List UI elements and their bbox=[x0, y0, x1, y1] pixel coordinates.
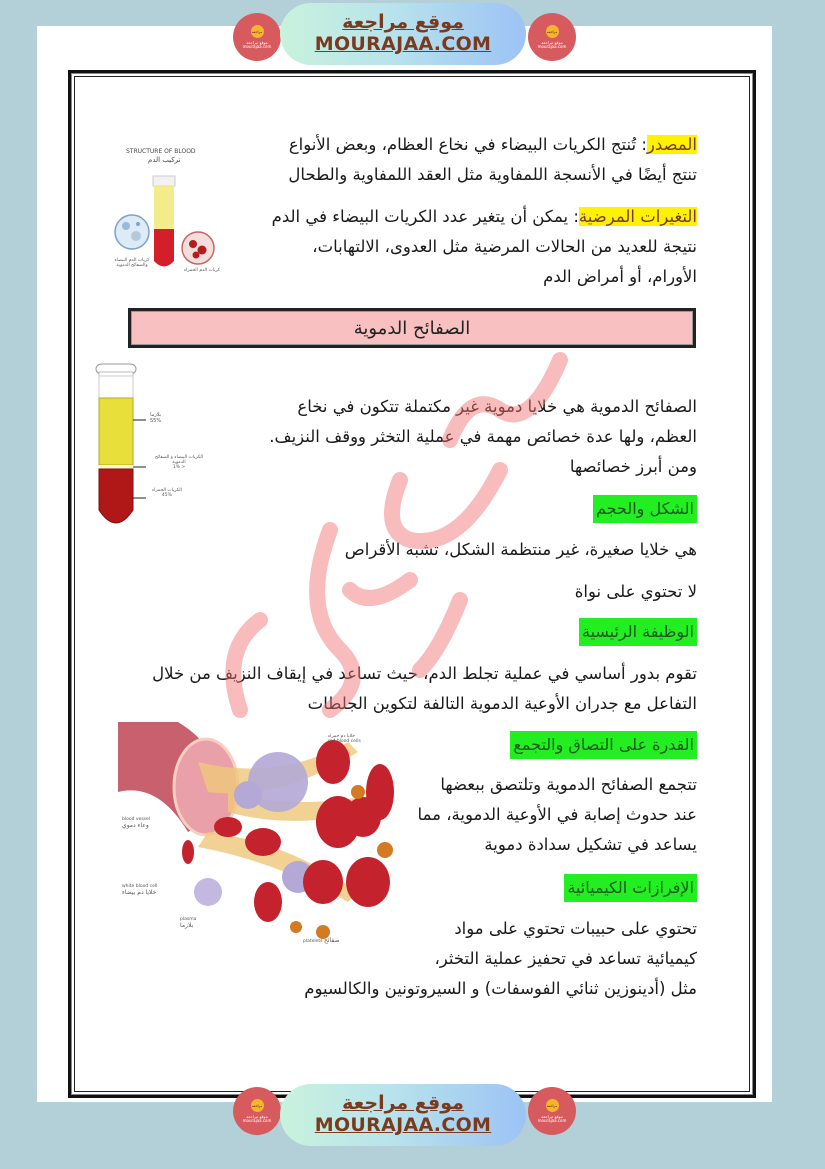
pathology-label: التغيرات المرضية bbox=[578, 207, 697, 226]
plasma-label bbox=[150, 412, 161, 424]
image-title-ar: تركيب الدم bbox=[148, 156, 181, 164]
plasma-caption bbox=[180, 917, 196, 929]
caption-en: red blood cells bbox=[328, 739, 361, 744]
caption-en: blood vessel bbox=[122, 817, 151, 822]
buffy-coat-label bbox=[150, 455, 208, 470]
logo-text: مراجعة bbox=[251, 29, 263, 34]
pathology-line-2: نتيجة للعديد من الحالات المرضية مثل العدوى، الالتهابات، bbox=[312, 237, 697, 256]
banner-domain-link[interactable]: MOURAJAA.COM bbox=[314, 33, 492, 55]
function-line: تقوم بدور أساسي في عملية تجلط الدم، حيث تساعد في إيقاف النزيف من خلال bbox=[152, 664, 697, 683]
adhesion-line: تتجمع الصفائح الدموية وتلتصق ببعضها bbox=[440, 775, 697, 794]
site-badge-left-top[interactable] bbox=[233, 13, 281, 61]
section-title-platelets: الصفائح الدموية bbox=[128, 308, 696, 348]
secretions-text bbox=[304, 914, 697, 1004]
caption-ar: خلايا دم حمراء bbox=[328, 734, 355, 739]
function-line: التفاعل مع جدران الأوعية الدموية التالفة لتكوين الجلطات bbox=[307, 694, 697, 713]
site-badge-left-bottom[interactable] bbox=[233, 1087, 281, 1135]
site-badge-right-bottom[interactable] bbox=[528, 1087, 576, 1135]
left-caption: كريات الدم البيضاء والصفائح الدموية bbox=[114, 258, 150, 268]
logo-icon bbox=[251, 1099, 264, 1112]
main-function-text bbox=[152, 659, 697, 719]
secretions-line: تحتوي على حبيبات تحتوي على مواد bbox=[454, 919, 697, 938]
platelets-intro bbox=[269, 392, 697, 482]
wbc-caption bbox=[122, 884, 157, 896]
rbc-caption bbox=[328, 734, 361, 744]
caption-ar: خلايا دم بيضاء bbox=[122, 889, 157, 896]
source-text: : تُنتج الكريات البيضاء في نخاع العظام، وبعض الأنواع bbox=[288, 135, 647, 154]
intro-line: الصفائح الدموية هي خلايا دموية غير مكتملة تتكون في نخاع bbox=[297, 397, 697, 416]
label-name: الكريات البيضاء و الصفائح الدموية bbox=[155, 455, 203, 465]
heading-chemical-secretions: الإفرازات الكيميائية bbox=[564, 874, 697, 902]
logo-icon bbox=[546, 25, 559, 38]
no-nucleus-text: لا تحتوي على نواة bbox=[574, 582, 697, 601]
pathology-paragraph bbox=[272, 202, 697, 292]
site-badge-right-top[interactable] bbox=[528, 13, 576, 61]
test-tube-diagram bbox=[90, 360, 210, 530]
banner-arabic-title[interactable]: موقع مراجعة bbox=[342, 11, 464, 34]
structure-of-blood-image bbox=[108, 140, 228, 285]
badge-text: موقع مراجعة mourajaa.com bbox=[537, 40, 567, 49]
logo-text: مراجعة bbox=[251, 1103, 263, 1108]
label-value: 55% bbox=[150, 418, 162, 424]
banner-domain-link[interactable]: MOURAJAA.COM bbox=[314, 1114, 492, 1136]
shape-size-text: هي خلايا صغيرة، غير منتظمة الشكل، تشبه الأقراص bbox=[344, 540, 697, 559]
adhesion-text bbox=[418, 770, 697, 860]
pathology-line-3: الأورام، أو أمراض الدم bbox=[543, 267, 697, 286]
site-banner-bottom[interactable] bbox=[280, 1084, 526, 1146]
image-title-en: STRUCTURE OF BLOOD bbox=[126, 148, 196, 155]
logo-text: مراجعة bbox=[546, 29, 558, 34]
label-value: < 1% bbox=[172, 465, 186, 470]
heading-main-function: الوظيفة الرئيسية bbox=[579, 618, 697, 646]
caption-en: white blood cell bbox=[122, 884, 158, 889]
label-name: الكريات الحمراء bbox=[152, 488, 182, 493]
badge-text: موقع مراجعة mourajaa.com bbox=[242, 40, 272, 49]
right-caption: كريات الدم الحمراء bbox=[183, 268, 221, 273]
intro-line: العظم، ولها عدة خصائص مهمة في عملية التخثر ووقف النزيف. bbox=[269, 427, 697, 446]
label-value: 45% bbox=[161, 493, 172, 498]
secretions-line: كيميائية تساعد في تحفيز عملية التخثر، bbox=[434, 949, 697, 968]
site-banner-top[interactable] bbox=[280, 3, 526, 65]
adhesion-line: يساعد في تشكيل سدادة دموية bbox=[484, 835, 697, 854]
caption-ar: صفائح bbox=[323, 937, 340, 944]
secretions-line: مثل (أدينوزين ثنائي الفوسفات) و السيروتونين والكالسيوم bbox=[304, 979, 697, 998]
pathology-line-1 bbox=[272, 202, 697, 232]
heading-adhesion-aggregation: القدرة على التصاق والتجمع bbox=[510, 731, 697, 759]
badge-text: موقع مراجعة mourajaa.com bbox=[242, 1114, 272, 1123]
banner-arabic-title[interactable]: موقع مراجعة bbox=[342, 1092, 464, 1115]
test-tube-illustration bbox=[90, 360, 210, 530]
logo-text: مراجعة bbox=[546, 1103, 558, 1108]
rbc-label bbox=[152, 488, 182, 498]
logo-icon bbox=[546, 1099, 559, 1112]
source-line-1 bbox=[288, 130, 697, 160]
source-label: المصدر bbox=[646, 135, 697, 154]
caption-en: plasma bbox=[180, 917, 197, 922]
vessel-caption bbox=[122, 817, 150, 829]
badge-text: موقع مراجعة mourajaa.com bbox=[537, 1114, 567, 1123]
caption-en: platelets bbox=[303, 939, 323, 944]
pathology-text: : يمكن أن يتغير عدد الكريات البيضاء في الدم bbox=[271, 207, 579, 226]
intro-line: ومن أبرز خصائصها bbox=[569, 457, 697, 476]
label-name: بلازما bbox=[150, 412, 162, 418]
source-paragraph bbox=[288, 130, 697, 190]
logo-icon bbox=[251, 25, 264, 38]
adhesion-line: عند حدوث إصابة في الأوعية الدموية، مما bbox=[417, 805, 697, 824]
caption-ar: وعاء دموي bbox=[122, 822, 149, 829]
caption-ar: بلازما bbox=[180, 922, 194, 929]
source-line-2: تنتج أيضًا في الأنسجة اللمفاوية مثل العقد اللمفاوية والطحال bbox=[288, 165, 697, 184]
heading-shape-size: الشكل والحجم bbox=[593, 495, 697, 523]
